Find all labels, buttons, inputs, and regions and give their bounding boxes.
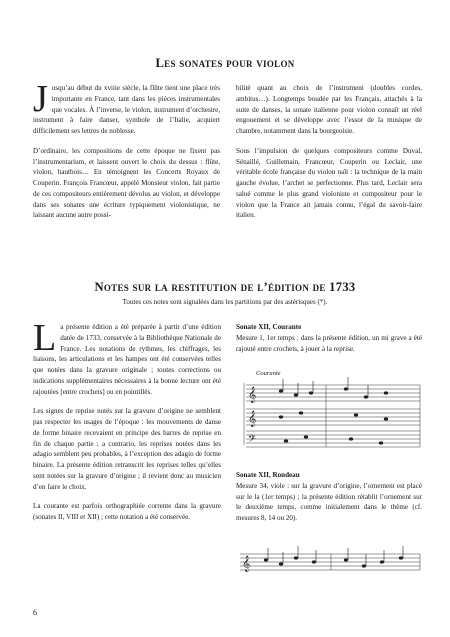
- note1-text: Mesure 1, 1er temps : dans la présente édition, un mi grave a été rajouté entre crochets, à jouer à la reprise.: [236, 333, 422, 353]
- music-example-courante: [236, 365, 422, 452]
- note1-heading: Sonate XII, Courante: [236, 323, 302, 331]
- svg-text:𝄞: 𝄞: [248, 411, 257, 427]
- note2-block: [236, 470, 422, 524]
- paragraph-text: usqu’au début du xviiie siècle, la flûte tient une place très importante en France, tant dans les pièces instrumentales que vocales. À l’inverse, le violon, instrument d’orchestre, instrument à faire danser, symbole de l’Italie, acquiert difficilement ses lettres de noblesse.: [33, 84, 220, 135]
- section2-column-left: [33, 317, 221, 523]
- paragraph-text: a présente édition a été préparée à partir d’une édition datée de 1733, conservée à la Bibliothèque Nationale de France. Les notations de rythmes, les chiffrages, les liaisons, les articulations et les hampes ont été conservées telles que notées dans la gravure originale ; toutes corrections ou indications supplémentaires nécessaires à la bonne lecture ont été rajoutées [entre crochets] ou en pointillés.: [33, 323, 221, 396]
- staff-label: Courante: [256, 370, 281, 377]
- section1-paragraph-2: D’ordinaire, les compositions de cette époque ne fixent pas l’instrumentarium, et laissent ouvert le choix du dessus : flûte, violon, hautbois… En témoignent les Concerts Royaux de Couperin. François Francœur, appelé Monsieur violon, fait partie de ces compositeurs entièrement dévolus au violon, et développe dans ses sonates une écriture typiquement violonistique, ne laissant aucune autre possi-: [33, 146, 220, 220]
- svg-text:𝄢: 𝄢: [248, 433, 256, 447]
- section1-paragraph-4: Sous l’impulsion de quelques compositeurs comme Duval, Sénaillé, Guillemain, Francœur, Couperin ou Leclair, une véritable école française du violon naît : la technique de la main gauche évolue, l’archet se perfectionne. Plus tard, Leclair sera salué comme le plus grand violoniste et compositeur pour le violon que la France ait jamais connu, l’égal du savoir-faire italien.: [236, 146, 422, 220]
- music-staff-image: [236, 365, 422, 452]
- section2-column-right: [236, 322, 422, 354]
- section2-paragraph-3: La courante est parfois orthographiée corrente dans la gravure (sonates II, VIII et XII) ; cette notation a été conservée.: [33, 502, 221, 521]
- drop-cap: L: [33, 317, 57, 359]
- section1-paragraph-3: bilité quant au choix de l’instrument (doubles cordes, ambitus…). Longtemps boudée par les Français, attachés à la suite de danses, la sonate italienne pour violon connaît un réel engouement et se développe avec l’essor de la musique de chambre, notamment dans la bourgeoisie.: [236, 84, 422, 135]
- section1-paragraph-1: [33, 78, 220, 137]
- section2-paragraph-1: [33, 317, 221, 397]
- section2-paragraph-2: Les signes de reprise notés sur la gravure d’origine ne semblent pas respecter les usages de l’époque : les mouvements de danse de forme binaire recevaient en principe des barres de reprise en fin de chaque partie ; a contrario, les reprises notées dans les adagio semblent peu probables, à l’exception des adagio de forme binaire. La présente édition retranscrit les reprises telles qu’elles sont notées sur la gravure d’origine ; il revient donc au musicien d’en faire le choix.: [33, 407, 221, 491]
- note2-text: Mesure 34, viole : sur la gravure d’origine, l’ornement est placé sur le la (1er temps) ; la présente édition rétablit l’ornement sur le deuxième temps, comme initialement dans le thème (cf. mesures 8, 14 ou 20).: [236, 481, 422, 522]
- section-subtitle: Toutes ces notes sont signalées dans les partitions par des astérisques (*).: [122, 298, 328, 306]
- section-title-sonates: Les sonates pour violon: [155, 56, 295, 70]
- page-number: 6: [33, 608, 37, 617]
- music-example-rondeau: [236, 542, 422, 578]
- svg-text:𝄞: 𝄞: [248, 387, 257, 403]
- svg-text:𝄞: 𝄞: [242, 556, 251, 572]
- section1-column-left: [33, 78, 220, 221]
- music-staff-image: [236, 542, 422, 578]
- section-title-notes: Notes sur la restitution de l’édition de 1733: [94, 280, 356, 294]
- drop-cap: J: [33, 78, 48, 120]
- section1-column-right: [236, 83, 422, 221]
- note2-heading: Sonate XII, Rondeau: [236, 471, 300, 479]
